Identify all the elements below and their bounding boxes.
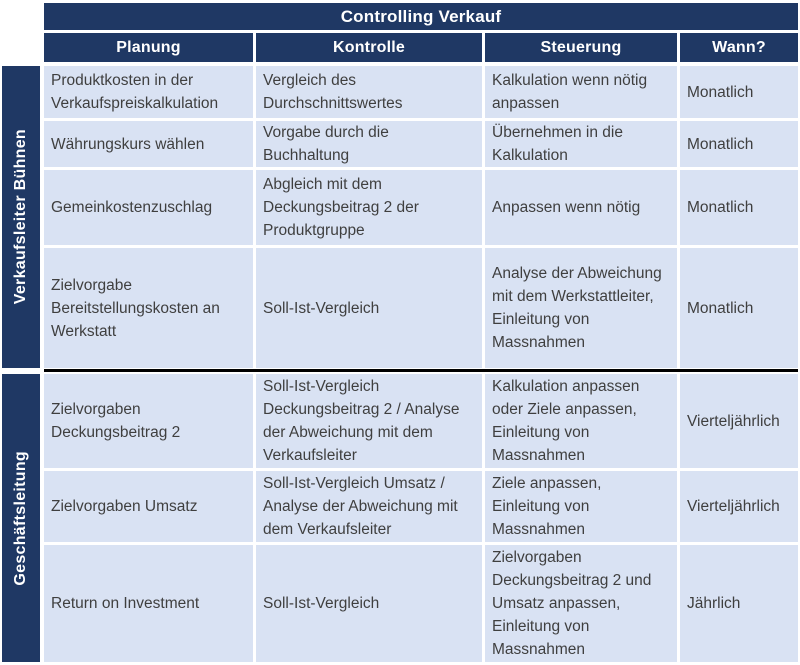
column-header-row (44, 33, 798, 62)
cell-wann: Monatlich (680, 248, 798, 368)
column-header-steuerung: Steuerung (485, 33, 677, 62)
table-group-geschaeftsleitung (44, 374, 798, 662)
cell-steuerung: Zielvorgaben Deckungsbeitrag 2 und Umsatz anpassen, Einleitung von Massnahmen (485, 545, 677, 662)
cell-planung: Gemeinkostenzuschlag (44, 170, 253, 245)
cell-wann: Monatlich (680, 66, 798, 118)
rail-spacer (0, 0, 44, 66)
row-group-label-text: Geschäftsleitung (12, 450, 29, 586)
column-header-kontrolle: Kontrolle (256, 33, 482, 62)
cell-wann: Monatlich (680, 121, 798, 167)
cell-kontrolle: Soll-Ist-Vergleich Umsatz / Analyse der Abweichung mit dem Verkaufsleiter (256, 471, 482, 542)
cell-kontrolle: Soll-Ist-Vergleich Deckungsbeitrag 2 / Analyse der Abweichung mit dem Verkaufsleiter (256, 374, 482, 468)
cell-steuerung: Anpassen wenn nötig (485, 170, 677, 245)
table-group-verkaufsleiter (44, 66, 798, 368)
row-group-label-geschaeftsleitung (2, 374, 40, 662)
cell-kontrolle: Vorgabe durch die Buchhaltung (256, 121, 482, 167)
cell-planung: Zielvorgabe Bereitstellungskosten an Werkstatt (44, 248, 253, 368)
row-group-label-verkaufsleiter-buehnen (2, 66, 40, 368)
cell-kontrolle: Soll-Ist-Vergleich (256, 248, 482, 368)
cell-kontrolle: Vergleich des Durchschnittswertes (256, 66, 482, 118)
cell-planung: Return on Investment (44, 545, 253, 662)
table-main (44, 0, 798, 665)
cell-planung: Zielvorgaben Deckungsbeitrag 2 (44, 374, 253, 468)
cell-steuerung: Übernehmen in die Kalkulation (485, 121, 677, 167)
cell-steuerung: Ziele anpassen, Einleitung von Massnahmen (485, 471, 677, 542)
column-header-wann: Wann? (680, 33, 798, 62)
cell-planung: Produktkosten in der Verkaufspreiskalkulation (44, 66, 253, 118)
cell-wann: Monatlich (680, 170, 798, 245)
table-title: Controlling Verkauf (44, 3, 798, 30)
cell-kontrolle: Soll-Ist-Vergleich (256, 545, 482, 662)
cell-steuerung: Kalkulation anpassen oder Ziele anpassen, Einleitung von Massnahmen (485, 374, 677, 468)
row-group-label-text: Verkaufsleiter Bühnen (12, 129, 29, 305)
cell-steuerung: Analyse der Abweichung mit dem Werkstattleiter, Einleitung von Massnahmen (485, 248, 677, 368)
cell-wann: Vierteljährlich (680, 471, 798, 542)
row-group-rail (0, 0, 44, 665)
cell-kontrolle: Abgleich mit dem Deckungsbeitrag 2 der Produktgruppe (256, 170, 482, 245)
cell-wann: Vierteljährlich (680, 374, 798, 468)
column-header-planung: Planung (44, 33, 253, 62)
cell-steuerung: Kalkulation wenn nötig anpassen (485, 66, 677, 118)
cell-planung: Zielvorgaben Umsatz (44, 471, 253, 542)
group-divider-line (44, 369, 798, 372)
cell-wann: Jährlich (680, 545, 798, 662)
cell-planung: Währungskurs wählen (44, 121, 253, 167)
